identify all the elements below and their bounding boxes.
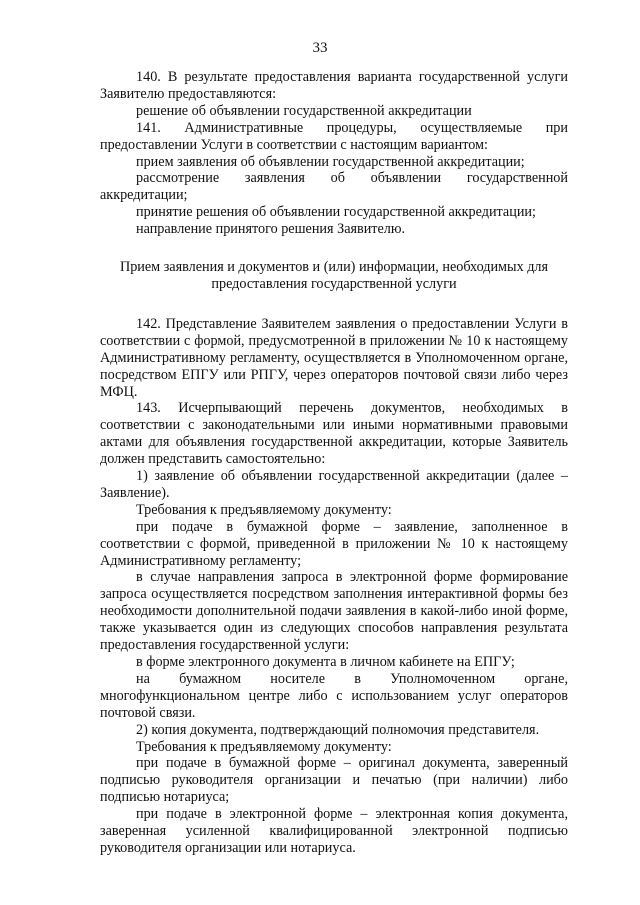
document-item-power-of-attorney: 2) копия документа, подтверждающий полномочия представителя. (136, 721, 540, 738)
page-number: 33 (312, 40, 328, 56)
requirements-heading: Требования к предъявляемому документу: (136, 738, 392, 755)
delivery-method: на бумажном носителе в Уполномоченном органе, многофункциональном центре либо с использованием услуг операторов почтовой связи. (100, 670, 568, 721)
document-body (100, 69, 568, 857)
paragraph-140-result: решение об объявлении государственной аккредитации (136, 102, 472, 119)
delivery-method: в форме электронного документа в личном кабинете на ЕПГУ; (136, 654, 515, 670)
paragraph-140: 140. В результате предоставления варианта государственной услуги Заявителю предоставляются: (100, 69, 568, 102)
requirements-heading: Требования к предъявляемому документу: (136, 501, 392, 518)
requirement-paper-form: при подаче в бумажной форме – заявление, заполненное в соответствии с формой, приведенной в приложении № 10 к настоящему Административному регламенту; (100, 518, 568, 569)
paragraph-143: 143. Исчерпывающий перечень документов, необходимых в соответствии с законодательными или иными нормативными правовыми актами для объявления государственной аккредитации, которые Заявитель должен представить самостоятельно: (100, 400, 568, 468)
requirement-electronic-form: при подаче в электронной форме – электронная копия документа, заверенная усиленной квалифицированной электронной подписью руководителя организации или нотариуса. (100, 806, 568, 856)
paragraph-142: 142. Представление Заявителем заявления о предоставлении Услуги в соответствии с формой, предусмотренной в приложении № 10 к настоящему Административному регламенту, осуществляется в Уполномоченном органе, посредством ЕПГУ или РПГУ, через операторов почтовой связи либо через МФЦ. (100, 315, 568, 400)
document-item-application: 1) заявление об объявлении государственной аккредитации (далее – Заявление). (100, 468, 568, 501)
requirement-paper-form: при подаче в бумажной форме – оригинал документа, заверенный подписью руководителя организации и печатью (при наличии) либо подписью нотариуса; (100, 755, 568, 806)
paragraph-141: 141. Административные процедуры, осуществляемые при предоставлении Услуги в соответствии с настоящим вариантом: (100, 119, 568, 153)
requirement-electronic-request: в случае направления запроса в электронной форме формирование запроса осуществляется посредством заполнения интерактивной формы без необходимости дополнительной подачи заявления в какой-либо иной форме, также указывается один из следующих способов направления результата предоставления государственной услуги: (100, 569, 568, 654)
procedure-item: прием заявления об объявлении государственной аккредитации; (136, 153, 525, 170)
procedure-item: принятие решения об объявлении государственной аккредитации; (136, 204, 536, 221)
section-heading: Прием заявления и документов и (или) информации, необходимых для предоставления государственной услуги (119, 259, 549, 292)
procedure-item: рассмотрение заявления об объявлении государственной аккредитации; (100, 170, 568, 204)
procedure-item: направление принятого решения Заявителю. (136, 221, 406, 238)
